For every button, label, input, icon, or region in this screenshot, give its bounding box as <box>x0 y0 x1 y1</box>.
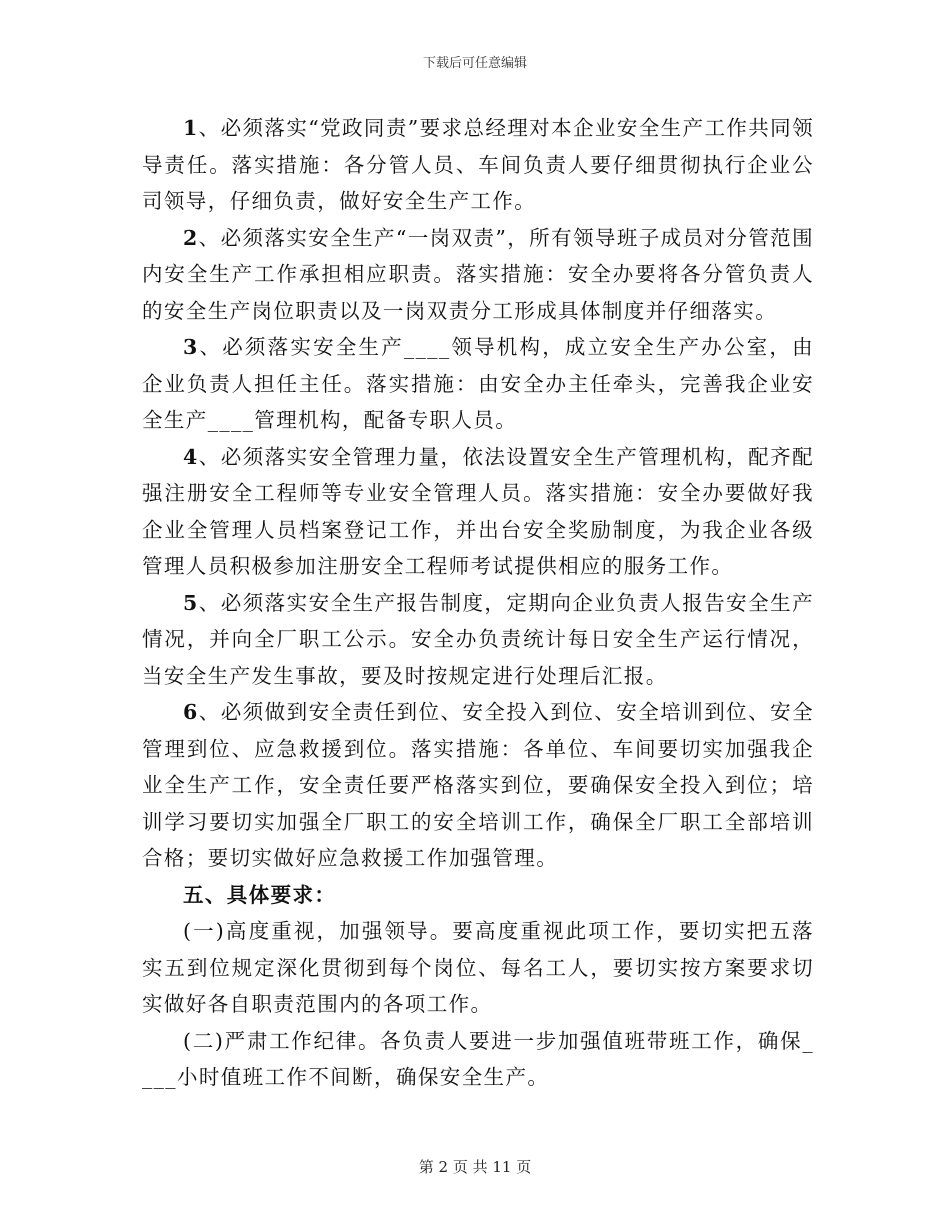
list-item-3 <box>142 329 814 439</box>
document-body <box>142 110 814 1096</box>
list-item-4 <box>142 439 814 585</box>
section-heading: 五、具体要求： <box>183 882 337 907</box>
list-item-2 <box>142 220 814 330</box>
item-text: 、必须落实安全管理力量，依法设置安全生产管理机构，配齐配强注册安全工程师等专业安全管理人员。落实措施：安全办要做好我企业全管理人员档案登记工作，并出台安全奖励制度，为我企业各级管理人员积极参加注册安全工程师考试提供相应的服务工作。 <box>142 444 814 578</box>
page-header: 下载后可任意编辑 <box>422 56 527 71</box>
list-item-6 <box>142 694 814 877</box>
item-number: 6 <box>183 700 199 724</box>
list-item-1 <box>142 110 814 220</box>
item-number: 1 <box>183 116 199 140</box>
item-text: 、必须落实“党政同责”要求总经理对本企业安全生产工作共同领导责任。落实措施：各分管人员、车间负责人要仔细贯彻执行企业公司领导，仔细负责，做好安全生产工作。 <box>142 116 814 213</box>
item-number: 3 <box>183 335 199 359</box>
requirement-1: (一)高度重视，加强领导。要高度重视此项工作，要切实把五落实五到位规定深化贯彻到每个岗位、每名工人，要切实按方案要求切实做好各自职责范围内的各项工作。 <box>142 919 814 1016</box>
requirement-2: (二)严肃工作纪律。各负责人要进一步加强值班带班工作，确保____小时值班工作不间断，确保安全生产。 <box>142 1028 814 1089</box>
item-number: 5 <box>183 590 199 615</box>
page-footer: 第 2 页 共 11 页 <box>418 1158 532 1176</box>
item-text: 、必须落实安全生产“一岗双责”，所有领导班子成员对分管范围内安全生产工作承担相应职责。落实措施：安全办要将各分管负责人的安全生产岗位职责以及一岗双责分工形成具体制度并仔细落实。 <box>142 225 814 323</box>
item-number: 2 <box>183 225 199 250</box>
item-text: 、必须做到安全责任到位、安全投入到位、安全培训到位、安全管理到位、应急救援到位。落实措施：各单位、车间要切实加强我企业全生产工作，安全责任要严格落实到位，要确保安全投入到位；培训学习要切实加强全厂职工的安全培训工作，确保全厂职工全部培训合格；要切实做好应急救援工作加强管理。 <box>142 700 814 870</box>
list-item-5 <box>142 585 814 695</box>
item-number: 4 <box>183 444 199 469</box>
item-text: 、必须落实安全生产____领导机构，成立安全生产办公室，由企业负责人担任主任。落实措施：由安全办主任牵头，完善我企业安全生产____管理机构，配备专职人员。 <box>142 335 814 432</box>
item-text: 、必须落实安全生产报告制度，定期向企业负责人报告安全生产情况，并向全厂职工公示。安全办负责统计每日安全生产运行情况，当安全生产发生事故，要及时按规定进行处理后汇报。 <box>142 590 814 688</box>
